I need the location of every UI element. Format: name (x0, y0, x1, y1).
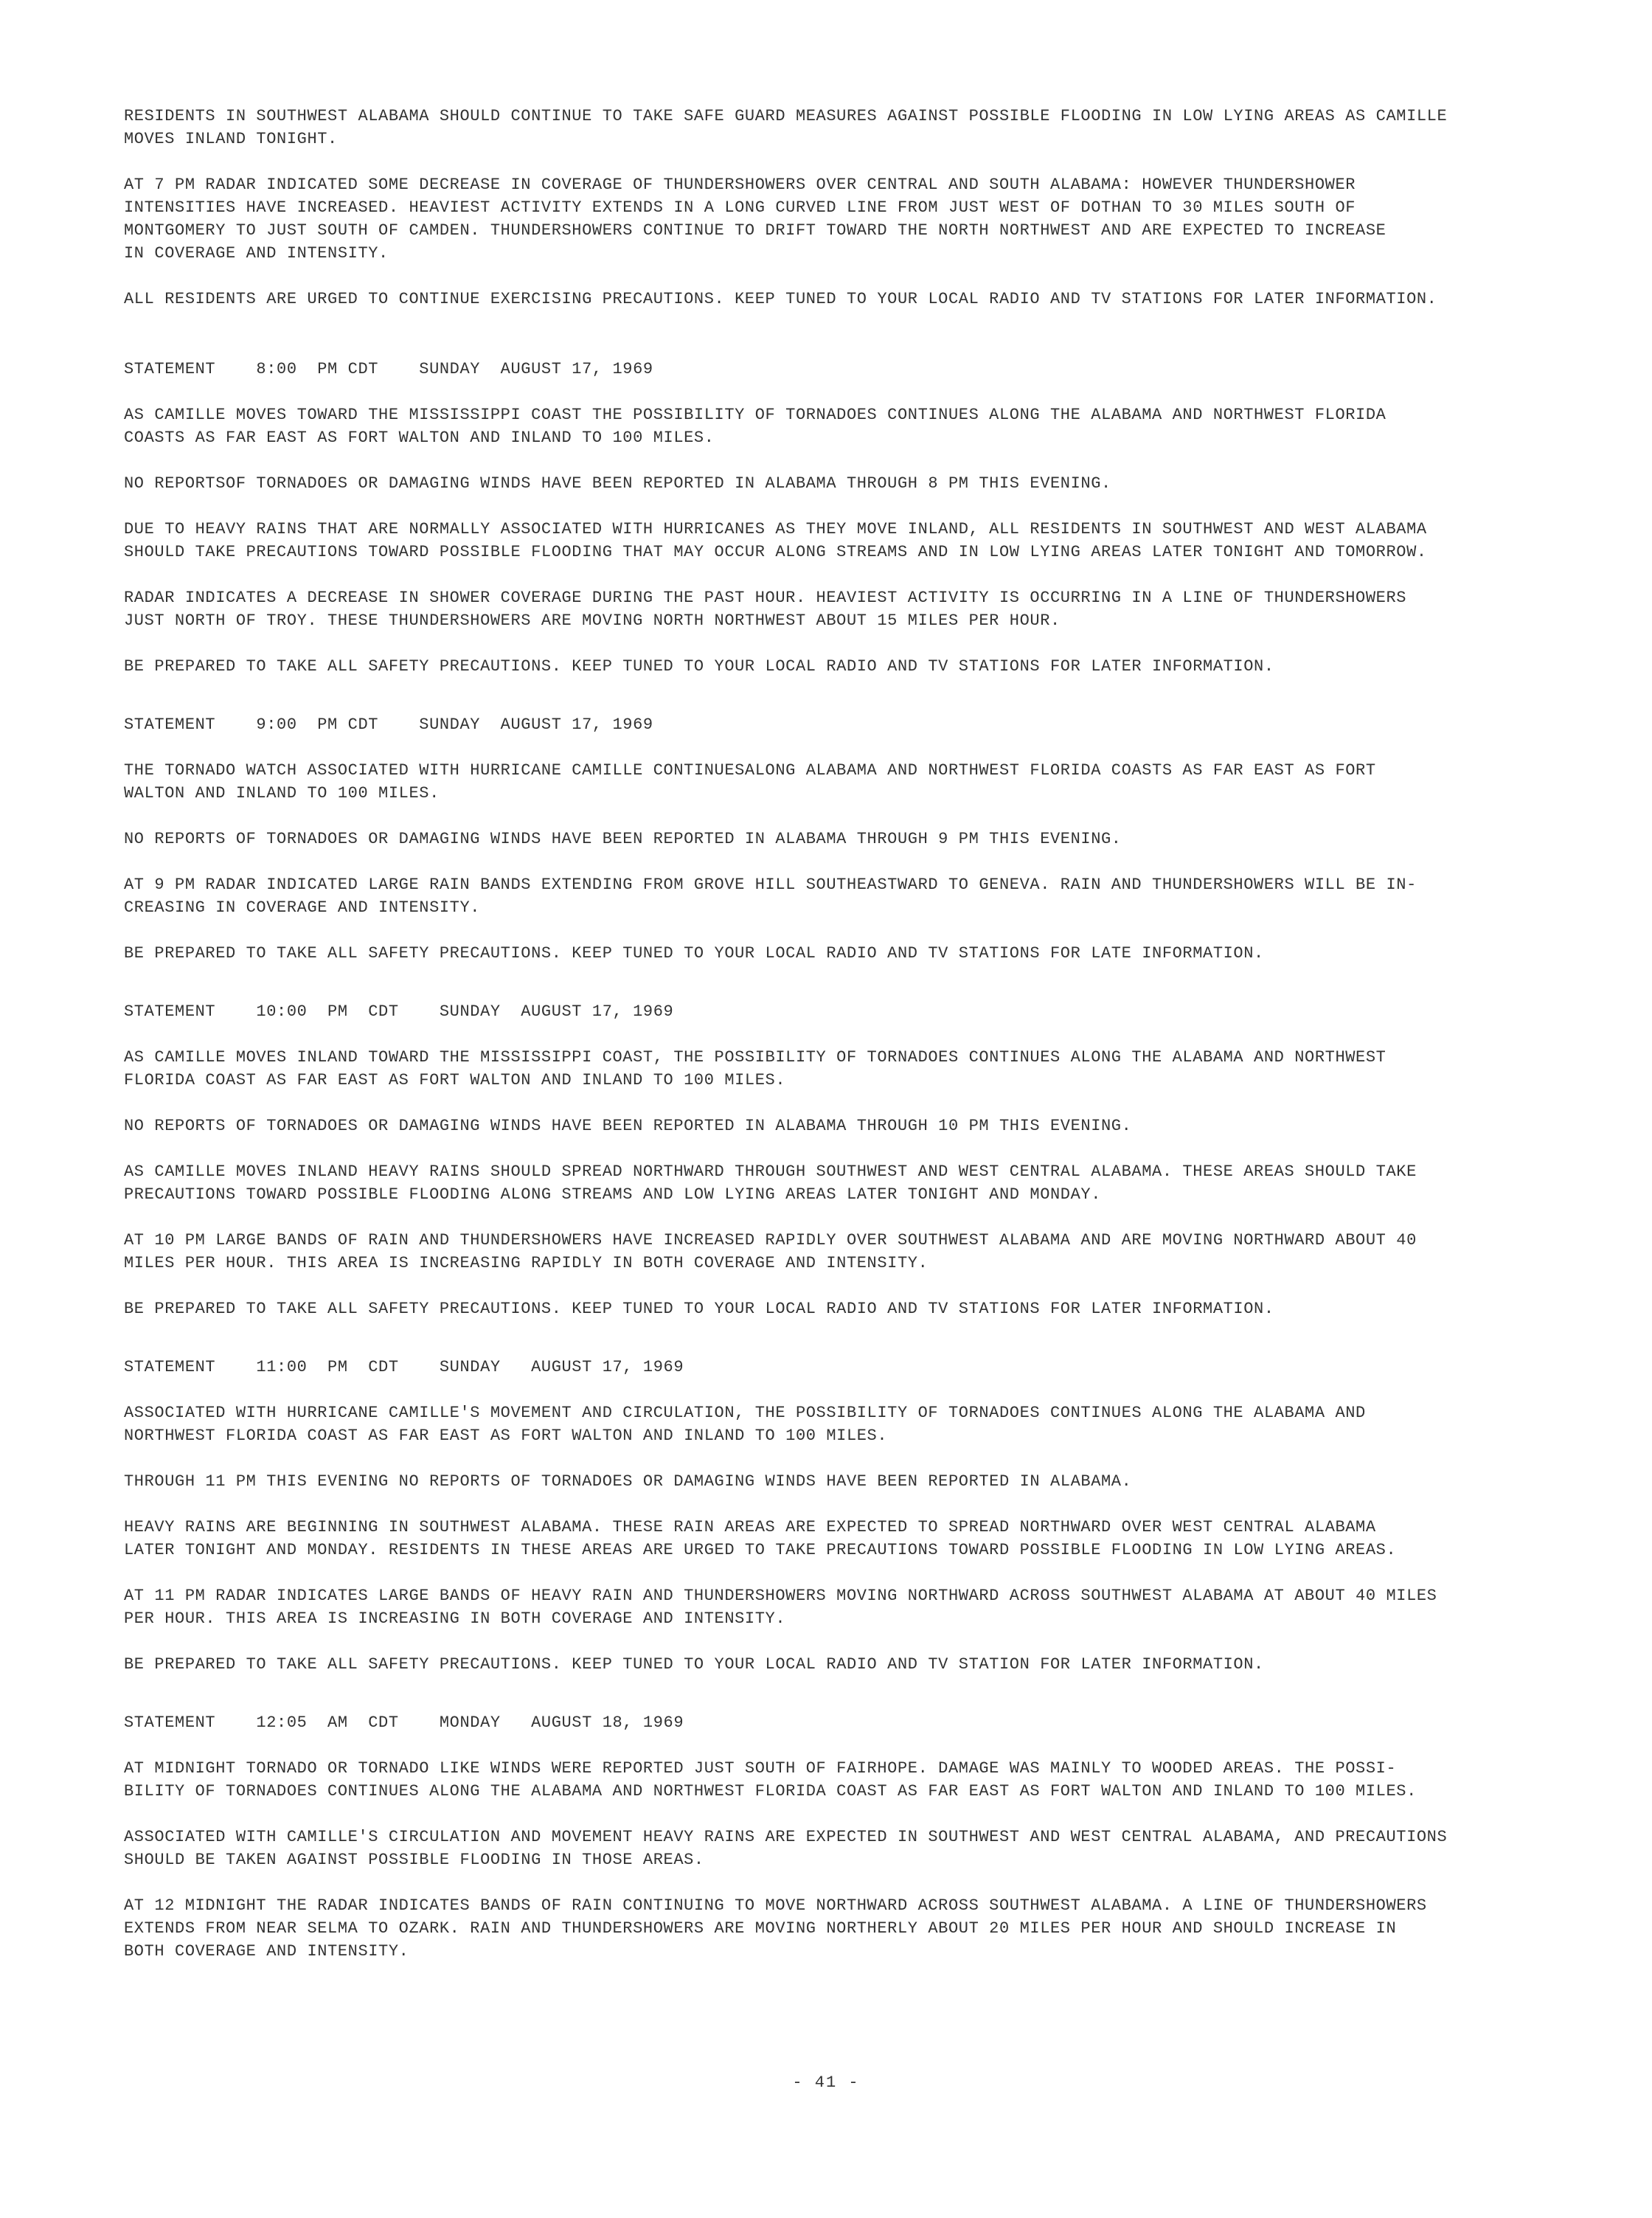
statement-heading: STATEMENT 12:05 AM CDT MONDAY AUGUST 18, 1969 (124, 1713, 684, 1732)
intro-paragraph: AT 7 PM RADAR INDICATED SOME DECREASE IN COVERAGE OF THUNDERSHOWERS OVER CENTRAL AND SOUTH ALABAMA: HOWEVER THUNDERSHOWER INTENSITIES HAVE INCREASED. HEAVIEST ACTIVITY EXTENDS IN A LONG CURVED LINE FROM JUST WEST OF DOTHAN TO 30 MILES SOUTH OF MONTGOMERY TO JUST SOUTH OF CAMDEN. THUNDERSHOWERS CONTINUE TO DRIFT TOWARD THE NORTH NORTHWEST AND ARE EXPECTED TO INCREASE IN COVERAGE AND INTENSITY. (124, 176, 1386, 263)
statement-paragraph: BE PREPARED TO TAKE ALL SAFETY PRECAUTIONS. KEEP TUNED TO YOUR LOCAL RADIO AND TV STATIONS FOR LATER INFORMATION. (124, 657, 1274, 676)
statement-1205am (124, 1711, 1599, 1963)
statement-paragraph: AS CAMILLE MOVES INLAND HEAVY RAINS SHOULD SPREAD NORTHWARD THROUGH SOUTHWEST AND WEST CENTRAL ALABAMA. THESE AREAS SHOULD TAKE PRECAUTIONS TOWARD POSSIBLE FLOODING ALONG STREAMS AND LOW LYING AREAS LATER TONIGHT AND MONDAY. (124, 1162, 1417, 1204)
statement-paragraph: ASSOCIATED WITH HURRICANE CAMILLE'S MOVEMENT AND CIRCULATION, THE POSSIBILITY OF TORNADOES CONTINUES ALONG THE ALABAMA AND NORTHWEST FLORIDA COAST AS FAR EAST AS FORT WALTON AND INLAND TO 100 MILES. (124, 1404, 1366, 1445)
statement-paragraph: AS CAMILLE MOVES TOWARD THE MISSISSIPPI COAST THE POSSIBILITY OF TORNADOES CONTINUES ALONG THE ALABAMA AND NORTHWEST FLORIDA COASTS AS FAR EAST AS FORT WALTON AND INLAND TO 100 MILES. (124, 406, 1386, 447)
statement-paragraph: AT 9 PM RADAR INDICATED LARGE RAIN BANDS EXTENDING FROM GROVE HILL SOUTHEASTWARD TO GENEVA. RAIN AND THUNDERSHOWERS WILL BE IN- CREASING IN COVERAGE AND INTENSITY. (124, 876, 1417, 917)
statement-paragraph: AT 12 MIDNIGHT THE RADAR INDICATES BANDS OF RAIN CONTINUING TO MOVE NORTHWARD ACROSS SOUTHWEST ALABAMA. A LINE OF THUNDERSHOWERS EXTENDS FROM NEAR SELMA TO OZARK. RAIN AND THUNDERSHOWERS ARE MOVING NORTHERLY ABOUT 20 MILES PER HOUR AND SHOULD INCREASE IN BOTH COVERAGE AND INTENSITY. (124, 1896, 1427, 1961)
statement-paragraph: BE PREPARED TO TAKE ALL SAFETY PRECAUTIONS. KEEP TUNED TO YOUR LOCAL RADIO AND TV STATIONS FOR LATE INFORMATION. (124, 944, 1264, 963)
statement-paragraph: NO REPORTS OF TORNADOES OR DAMAGING WINDS HAVE BEEN REPORTED IN ALABAMA THROUGH 9 PM THIS EVENING. (124, 830, 1122, 848)
statement-heading: STATEMENT 9:00 PM CDT SUNDAY AUGUST 17, 1969 (124, 715, 653, 734)
statement-paragraph: AS CAMILLE MOVES INLAND TOWARD THE MISSISSIPPI COAST, THE POSSIBILITY OF TORNADOES CONTINUES ALONG THE ALABAMA AND NORTHWEST FLORIDA COAST AS FAR EAST AS FORT WALTON AND INLAND TO 100 MILES. (124, 1048, 1386, 1089)
statement-8pm (124, 358, 1599, 678)
statement-heading: STATEMENT 11:00 PM CDT SUNDAY AUGUST 17, 1969 (124, 1358, 684, 1376)
statement-11pm (124, 1356, 1599, 1676)
document-body (124, 105, 1599, 1998)
statement-paragraph: BE PREPARED TO TAKE ALL SAFETY PRECAUTIONS. KEEP TUNED TO YOUR LOCAL RADIO AND TV STATION FOR LATER INFORMATION. (124, 1655, 1264, 1674)
statement-heading: STATEMENT 8:00 PM CDT SUNDAY AUGUST 17, 1969 (124, 360, 653, 378)
statement-heading: STATEMENT 10:00 PM CDT SUNDAY AUGUST 17, 1969 (124, 1002, 674, 1021)
statement-10pm (124, 1000, 1599, 1320)
statement-paragraph: NO REPORTSOF TORNADOES OR DAMAGING WINDS HAVE BEEN REPORTED IN ALABAMA THROUGH 8 PM THIS EVENING. (124, 474, 1111, 493)
statement-paragraph: DUE TO HEAVY RAINS THAT ARE NORMALLY ASSOCIATED WITH HURRICANES AS THEY MOVE INLAND, ALL RESIDENTS IN SOUTHWEST AND WEST ALABAMA SHOULD TAKE PRECAUTIONS TOWARD POSSIBLE FLOODING THAT MAY OCCUR ALONG STREAMS AND IN LOW LYING AREAS LATER TONIGHT AND TOMORROW. (124, 520, 1427, 561)
statement-paragraph: BE PREPARED TO TAKE ALL SAFETY PRECAUTIONS. KEEP TUNED TO YOUR LOCAL RADIO AND TV STATIONS FOR LATER INFORMATION. (124, 1300, 1274, 1318)
statement-paragraph: ASSOCIATED WITH CAMILLE'S CIRCULATION AND MOVEMENT HEAVY RAINS ARE EXPECTED IN SOUTHWEST AND WEST CENTRAL ALABAMA, AND PRECAUTIONS SHOULD BE TAKEN AGAINST POSSIBLE FLOODING IN THOSE AREAS. (124, 1828, 1448, 1869)
statement-paragraph: RADAR INDICATES A DECREASE IN SHOWER COVERAGE DURING THE PAST HOUR. HEAVIEST ACTIVITY IS OCCURRING IN A LINE OF THUNDERSHOWERS JUST NORTH OF TROY. THESE THUNDERSHOWERS ARE MOVING NORTH NORTHWEST ABOUT 15 MILES PER HOUR. (124, 589, 1407, 630)
intro-paragraph: RESIDENTS IN SOUTHWEST ALABAMA SHOULD CONTINUE TO TAKE SAFE GUARD MEASURES AGAINST POSSIBLE FLOODING IN LOW LYING AREAS AS CAMILLE MOVES INLAND TONIGHT. (124, 107, 1448, 148)
intro-section (124, 105, 1599, 311)
statement-9pm (124, 713, 1599, 965)
statement-paragraph: THROUGH 11 PM THIS EVENING NO REPORTS OF TORNADOES OR DAMAGING WINDS HAVE BEEN REPORTED IN ALABAMA. (124, 1472, 1132, 1491)
statement-paragraph: HEAVY RAINS ARE BEGINNING IN SOUTHWEST ALABAMA. THESE RAIN AREAS ARE EXPECTED TO SPREAD NORTHWARD OVER WEST CENTRAL ALABAMA LATER TONIGHT AND MONDAY. RESIDENTS IN THESE AREAS ARE URGED TO TAKE PRECAUTIONS TOWARD POSSIBLE FLOODING IN LOW LYING AREAS. (124, 1518, 1397, 1559)
statement-paragraph: AT 10 PM LARGE BANDS OF RAIN AND THUNDERSHOWERS HAVE INCREASED RAPIDLY OVER SOUTHWEST ALABAMA AND ARE MOVING NORTHWARD ABOUT 40 MILES PER HOUR. THIS AREA IS INCREASING RAPIDLY IN BOTH COVERAGE AND INTENSITY. (124, 1231, 1417, 1272)
intro-paragraph: ALL RESIDENTS ARE URGED TO CONTINUE EXERCISING PRECAUTIONS. KEEP TUNED TO YOUR LOCAL RADIO AND TV STATIONS FOR LATER INFORMATION. (124, 290, 1437, 308)
statement-paragraph: AT 11 PM RADAR INDICATES LARGE BANDS OF HEAVY RAIN AND THUNDERSHOWERS MOVING NORTHWARD ACROSS SOUTHWEST ALABAMA AT ABOUT 40 MILES PER HOUR. THIS AREA IS INCREASING IN BOTH COVERAGE AND INTENSITY. (124, 1587, 1437, 1628)
statement-paragraph: NO REPORTS OF TORNADOES OR DAMAGING WINDS HAVE BEEN REPORTED IN ALABAMA THROUGH 10 PM THIS EVENING. (124, 1117, 1132, 1135)
statement-paragraph: THE TORNADO WATCH ASSOCIATED WITH HURRICANE CAMILLE CONTINUESALONG ALABAMA AND NORTHWEST FLORIDA COASTS AS FAR EAST AS FORT WALTON AND INLAND TO 100 MILES. (124, 761, 1376, 803)
page-number: - 41 - (792, 2073, 860, 2092)
statement-paragraph: AT MIDNIGHT TORNADO OR TORNADO LIKE WINDS WERE REPORTED JUST SOUTH OF FAIRHOPE. DAMAGE WAS MAINLY TO WOODED AREAS. THE POSSI- BILITY OF TORNADOES CONTINUES ALONG THE ALABAMA AND NORTHWEST FLORIDA COAST AS FAR EAST AS FORT WALTON AND INLAND TO 100 MILES. (124, 1759, 1417, 1801)
